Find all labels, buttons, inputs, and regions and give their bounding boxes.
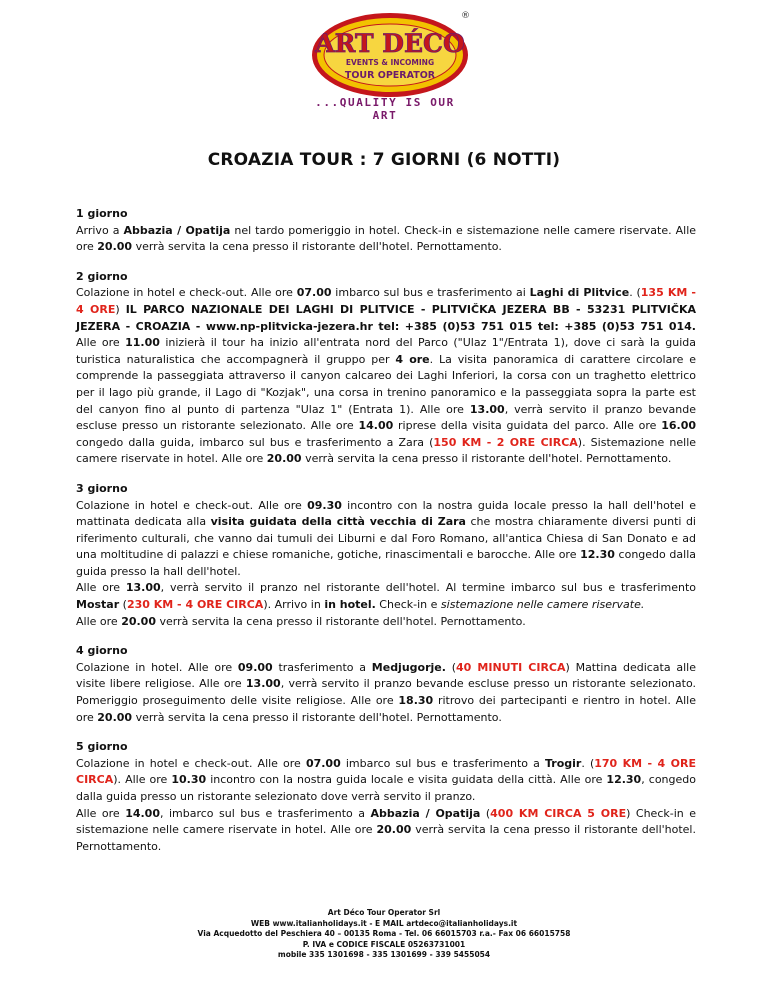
art-deco-logo bbox=[310, 8, 470, 100]
day-3 bbox=[76, 481, 696, 630]
day-3-text-2 bbox=[76, 580, 696, 613]
text: verrà servita la cena presso il ristorante dell'hotel. Pernottamento. bbox=[155, 614, 526, 628]
text: congedo dalla guida presso la hall dell'hotel. bbox=[76, 548, 696, 578]
time: 20.00 bbox=[376, 823, 412, 837]
text: Arrivo a bbox=[76, 223, 124, 237]
time: 13.00 bbox=[125, 581, 161, 595]
distance: 230 KM - 4 ORE CIRCA bbox=[126, 598, 264, 612]
text: . La visita panoramica di carattere circolare e comprende la passeggiata attraverso il canyon calcareo dei Laghi Inferiori, la corsa con un traghetto elettrico per il lago più grande, il Lago di "Kozjak", una corsa in trenino panoramico e la passeggiata sopra la parte est del canyon fino al punto di partenza "Ulaz 1" (Entrata 1). Alle ore bbox=[76, 352, 696, 416]
text: Colazione in hotel. Alle ore bbox=[76, 660, 238, 674]
distance: 135 KM - 4 ORE bbox=[76, 286, 696, 316]
time: 20.00 bbox=[121, 614, 156, 628]
place-name: Abbazia / Opatija bbox=[123, 223, 231, 237]
time: 09.30 bbox=[307, 498, 342, 512]
hotel: in hotel. bbox=[324, 598, 376, 612]
time: 12.30 bbox=[606, 773, 642, 787]
day-5-text-2 bbox=[76, 806, 696, 856]
distance: 400 KM CIRCA 5 ORE bbox=[490, 806, 627, 820]
logo-line1: EVENTS & INCOMING bbox=[345, 58, 435, 67]
day-3-text bbox=[76, 498, 696, 581]
text: congedo dalla guida, imbarco sul bus e trasferimento a Zara ( bbox=[76, 435, 434, 449]
text: , verrà servito il pranzo nel ristorante dell'hotel. Al termine imbarco sul bus e trasferimento bbox=[160, 581, 696, 595]
time: 07.00 bbox=[305, 756, 341, 770]
place-name: Trogir bbox=[544, 756, 582, 770]
time: 16.00 bbox=[661, 419, 696, 433]
text: , imbarco sul bus e trasferimento a bbox=[159, 806, 371, 820]
footer-vat: P. IVA e CODICE FISCALE 05263731001 bbox=[302, 939, 466, 949]
text: ). Sistemazione nelle camere riservate in hotel. Alle ore bbox=[76, 435, 697, 466]
day-5-title: 5 giorno bbox=[76, 740, 128, 754]
time: 20.00 bbox=[266, 452, 302, 466]
text: . ( bbox=[581, 756, 595, 770]
distance: 150 KM - 2 ORE CIRCA bbox=[433, 435, 578, 449]
text: ( bbox=[119, 598, 127, 612]
day-1 bbox=[76, 206, 696, 256]
day-3-title: 3 giorno bbox=[76, 481, 128, 495]
footer-web-email: WEB www.italianholidays.it - E MAIL artdeco@italianholidays.it bbox=[250, 918, 518, 928]
text: Colazione in hotel e check-out. Alle ore bbox=[76, 286, 297, 300]
text: inizierà il tour ha inizio all'entrata nord del Parco ("Ulaz 1"/Entrata 1), dove ci sarà la guida turistica naturalistica che accompagnerà il gruppo per bbox=[76, 336, 696, 366]
day-1-title: 1 giorno bbox=[76, 207, 128, 220]
text: . ( bbox=[629, 286, 641, 300]
duration: 4 ore bbox=[395, 352, 430, 366]
day-2 bbox=[76, 269, 696, 468]
footer-mobile: mobile 335 1301698 - 335 1301699 - 339 5455054 bbox=[277, 950, 491, 959]
text: , verrà servito il pranzo bevande escluse presso un ristorante selezionato. Pomeriggio proseguimento delle visite religiose. Alle ore bbox=[76, 677, 696, 708]
text: ritrovo dei partecipanti e rientro in hotel. Alle ore bbox=[76, 694, 697, 724]
registered-mark-icon: ® bbox=[461, 11, 470, 21]
logo-tagline: ...QUALITY IS OUR ART bbox=[315, 96, 455, 122]
text: trasferimento a bbox=[272, 660, 372, 674]
park-contact: IL PARCO NAZIONALE DEI LAGHI DI PLITVICE - PLITVIČKA JEZERA BB - 53231 PLITVIČKA JEZERA - CROAZIA - www.np-plitvicka-jezera.hr tel: +385 (0)53 751 015 tel: +385 (0)53 751 014. bbox=[76, 302, 696, 333]
day-2-title: 2 giorno bbox=[76, 269, 128, 283]
text: verrà servita la cena presso il ristorante dell'hotel. Pernottamento. bbox=[76, 823, 696, 853]
text: imbarco sul bus e trasferimento ai bbox=[331, 286, 530, 300]
time: 13.00 bbox=[469, 402, 505, 416]
time: 14.00 bbox=[125, 806, 160, 820]
time: 09.00 bbox=[237, 660, 273, 674]
place-name: Medjugorje. bbox=[371, 660, 446, 674]
text: Check-in e bbox=[375, 598, 441, 612]
text: , congedo dalla guida presso un ristorante selezionato dove verrà servito il pranzo. bbox=[76, 773, 696, 803]
day-3-text-3 bbox=[76, 614, 696, 631]
day-2-text bbox=[76, 285, 696, 468]
day-1-text bbox=[76, 223, 696, 256]
place-name: Laghi di Plitvice bbox=[529, 286, 630, 300]
distance: 170 KM - 4 ORE CIRCA bbox=[76, 756, 696, 787]
company-footer bbox=[0, 908, 768, 961]
text: verrà servita la cena presso il ristorante dell'hotel. Pernottamento. bbox=[132, 240, 502, 254]
document-title: CROAZIA TOUR : 7 GIORNI (6 NOTTI) bbox=[207, 150, 561, 170]
logo-brand: ART DÉCO bbox=[315, 29, 465, 58]
time: 10.30 bbox=[171, 773, 207, 787]
text: imbarco sul bus e trasferimento a bbox=[340, 756, 545, 770]
day-5-text bbox=[76, 756, 696, 806]
time: 07.00 bbox=[296, 286, 332, 300]
text: incontro con la nostra guida locale e visita guidata della città. Alle ore bbox=[206, 773, 607, 787]
time: 20.00 bbox=[97, 710, 133, 724]
text: Colazione in hotel e check-out. Alle ore bbox=[76, 498, 308, 512]
time: 18.30 bbox=[398, 694, 434, 708]
text: ) Mattina dedicata alle visite libere religiose. Alle ore bbox=[76, 660, 696, 691]
text: Alle ore bbox=[76, 806, 126, 820]
time: 12.30 bbox=[580, 548, 615, 562]
distance: 40 MINUTI CIRCA bbox=[456, 660, 566, 674]
text: incontro con la nostra guida locale presso la hall dell'hotel e mattinata dedicata alla bbox=[76, 498, 696, 529]
day-4-text bbox=[76, 660, 696, 726]
text: Alle ore bbox=[76, 614, 122, 628]
day-4 bbox=[76, 643, 696, 726]
tour-name: visita guidata della città vecchia di Zara bbox=[210, 515, 466, 529]
text: ). Arrivo in bbox=[263, 598, 325, 612]
text: Alle ore bbox=[76, 581, 126, 595]
text: Alle ore bbox=[76, 336, 126, 350]
place-name: Mostar bbox=[76, 598, 120, 612]
text: Colazione in hotel e check-out. Alle ore bbox=[76, 756, 306, 770]
text: ( bbox=[445, 660, 456, 674]
text: ) bbox=[115, 302, 126, 316]
text: verrà servita la cena presso il ristorante dell'hotel. Pernottamento. bbox=[301, 452, 672, 466]
text: ). Alle ore bbox=[113, 773, 172, 787]
text: che mostra chiaramente diversi punti di riferimento culturali, che vanno dai tumuli dei Liburni e dal Foro Romano, all'antica Chiesa di San Donato e ad una moltitudine di palazzi e chiese romaniche, gotiche, rinascimentali e barocche. Alle ore bbox=[76, 515, 696, 562]
time: 11.00 bbox=[125, 336, 160, 350]
footer-address: Via Acquedotto del Peschiera 40 – 00135 Roma - Tel. 06 66015703 r.a.- Fax 06 66015758 bbox=[197, 929, 571, 938]
footer-company: Art Déco Tour Operator Srl bbox=[327, 908, 441, 917]
text: riprese della visita guidata del parco. Alle ore bbox=[393, 419, 662, 433]
day-4-title: 4 giorno bbox=[76, 644, 128, 658]
text: nel tardo pomeriggio in hotel. Check-in e sistemazione nelle camere riservate. Alle ore bbox=[76, 223, 697, 254]
text: ) Check-in e sistemazione nelle camere riservate in hotel. Alle ore bbox=[76, 806, 696, 837]
text: sistemazione nelle camere riservate. bbox=[440, 598, 645, 612]
text: , verrà servito il pranzo bevande escluse presso un ristorante selezionato. Alle ore bbox=[76, 402, 696, 433]
place-name: Abbazia / Opatija bbox=[370, 806, 481, 820]
logo-line2: TOUR OPERATOR bbox=[344, 70, 436, 81]
day-5 bbox=[76, 739, 696, 855]
time: 20.00 bbox=[97, 240, 133, 254]
time: 13.00 bbox=[245, 677, 281, 691]
text: verrà servita la cena presso il ristorante dell'hotel. Pernottamento. bbox=[132, 710, 502, 724]
time: 14.00 bbox=[358, 419, 394, 433]
text: ( bbox=[480, 806, 491, 820]
itinerary bbox=[76, 206, 696, 868]
